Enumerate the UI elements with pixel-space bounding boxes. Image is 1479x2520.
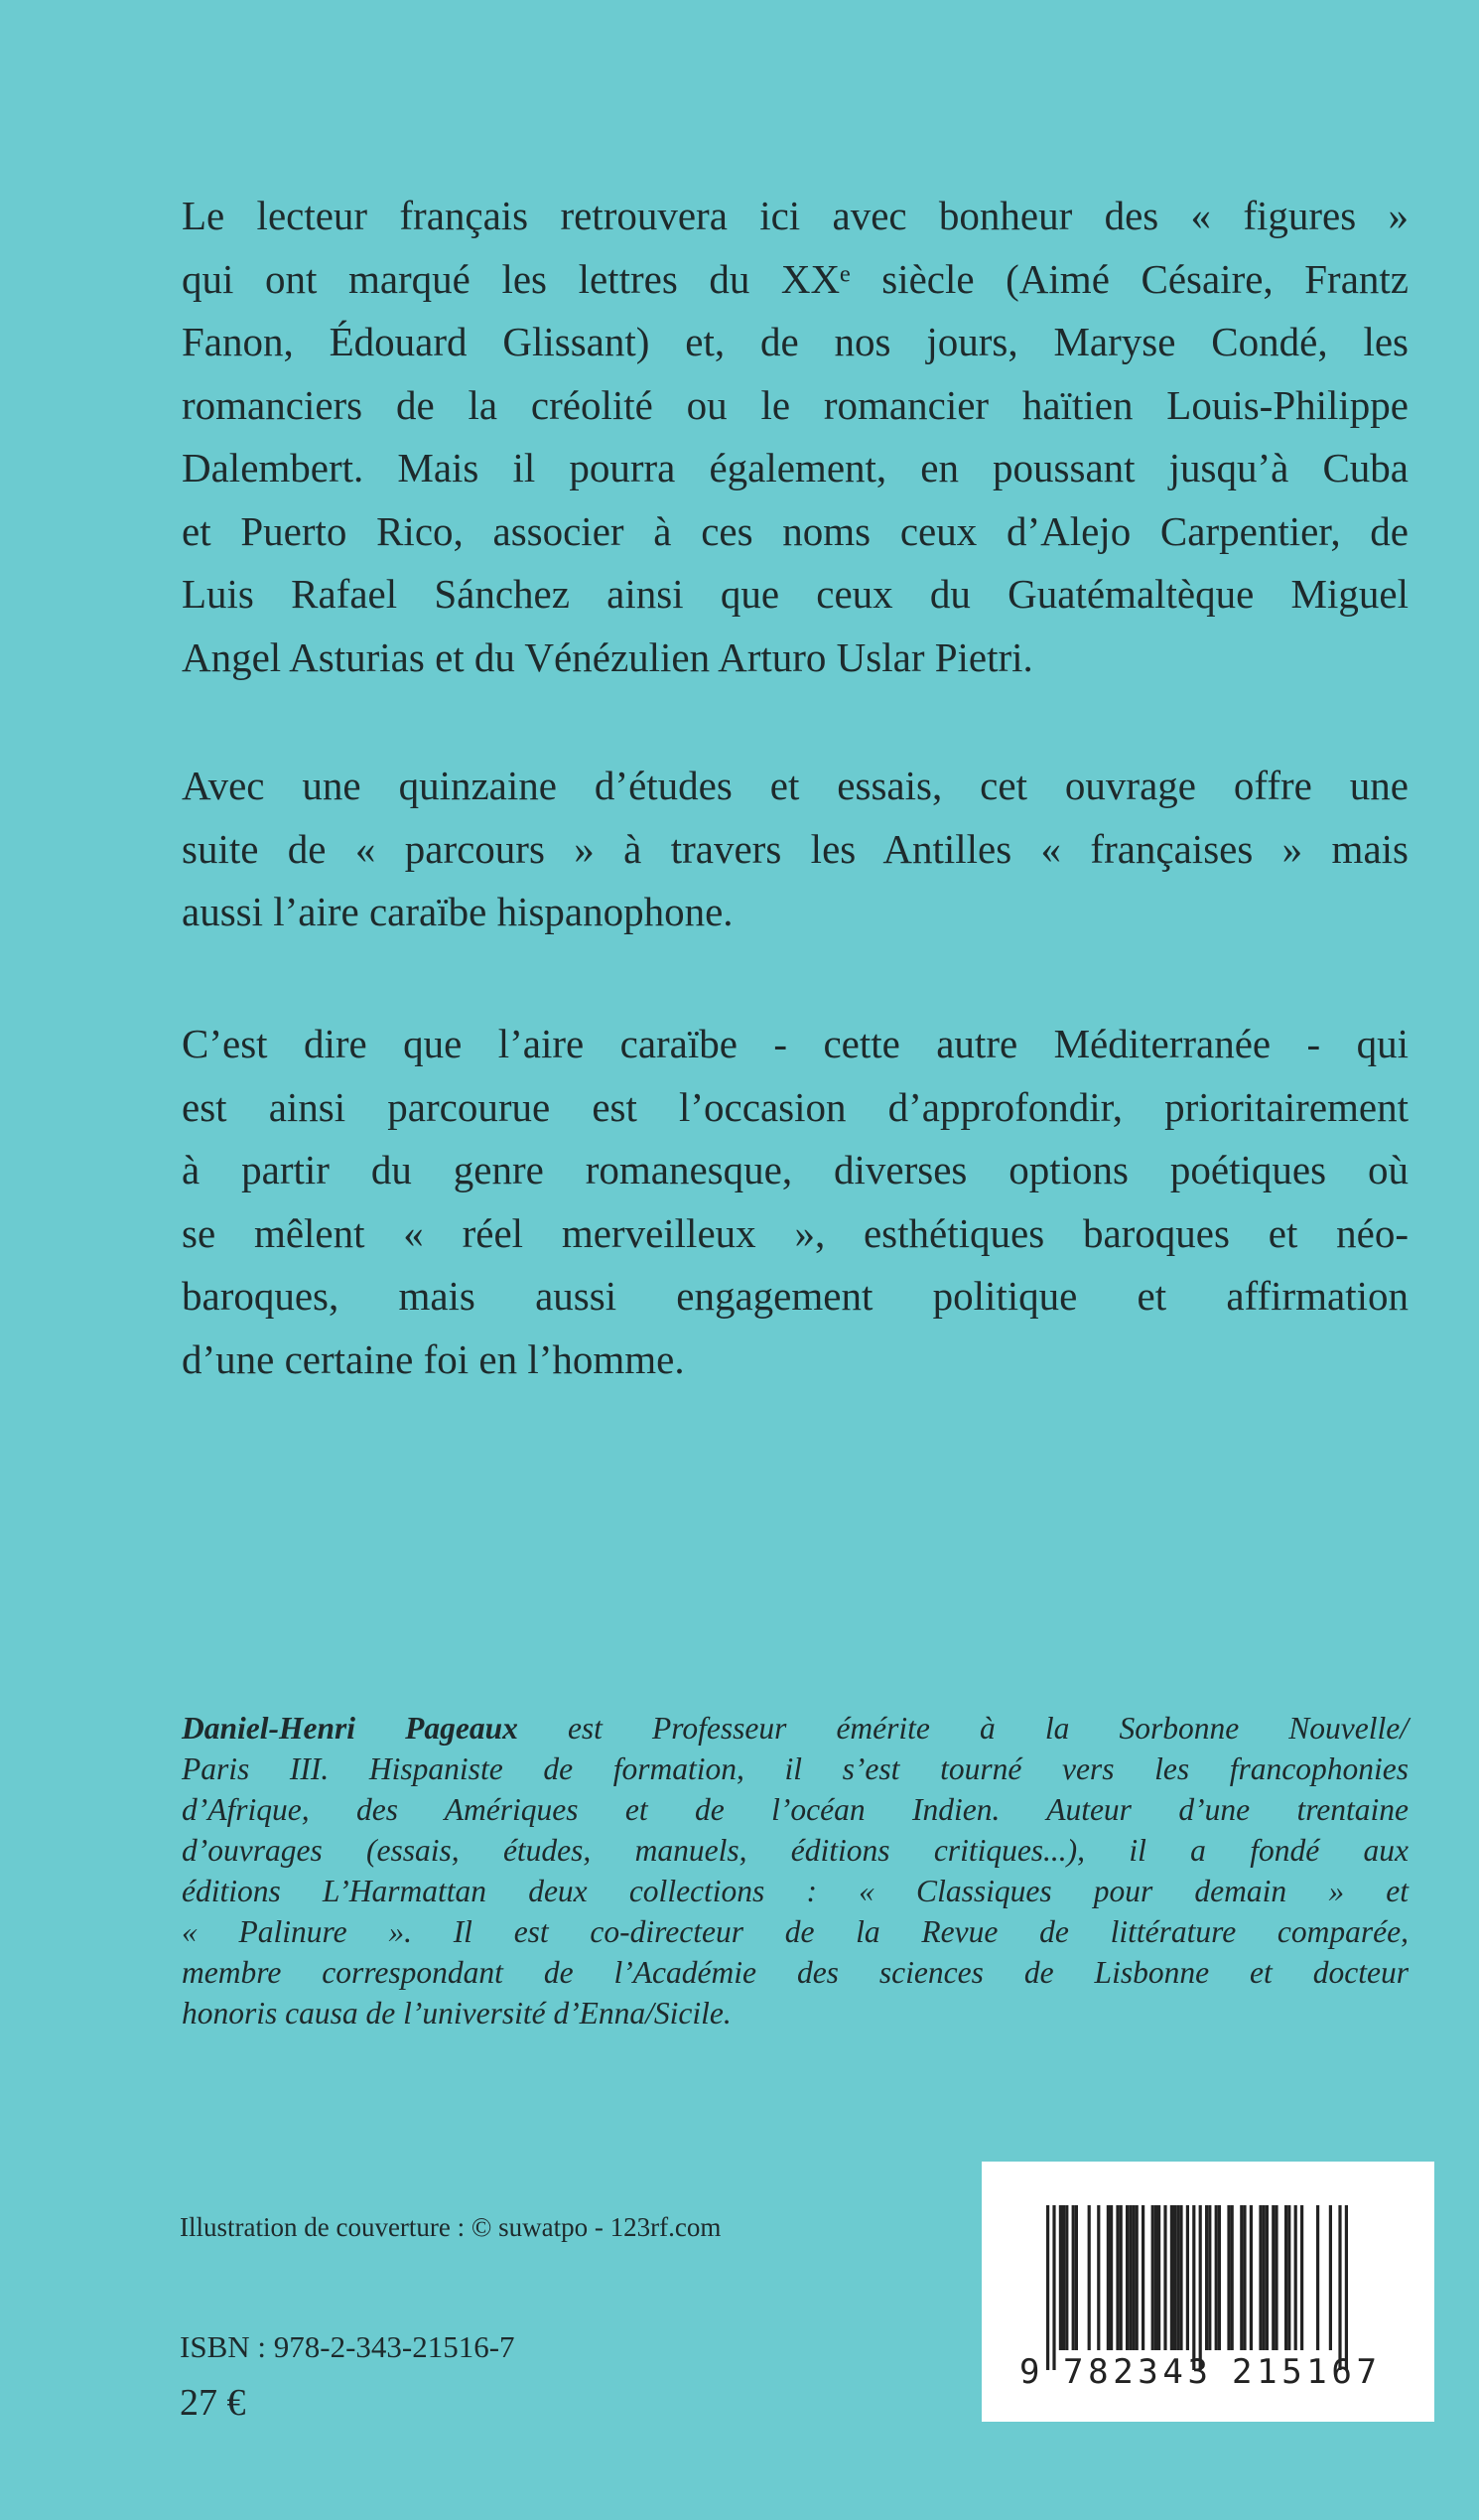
- barcode-bar: [1142, 2205, 1144, 2350]
- barcode-bar: [1163, 2205, 1166, 2350]
- barcode-first-digit: 9: [1019, 2352, 1040, 2392]
- barcode-bar: [1300, 2205, 1303, 2350]
- barcode-left-digits: 782343: [1063, 2352, 1208, 2392]
- barcode-bar: [1215, 2205, 1218, 2350]
- barcode-bar: [1284, 2205, 1287, 2350]
- barcode-bar: [1075, 2205, 1078, 2350]
- barcode-bar: [1136, 2205, 1139, 2350]
- paragraph-overview: [182, 755, 1409, 944]
- barcode-bar: [1329, 2205, 1332, 2350]
- barcode-bar: [1170, 2205, 1173, 2350]
- barcode-bar: [1205, 2205, 1208, 2350]
- barcode: [982, 2162, 1434, 2422]
- barcode-bar: [1151, 2205, 1154, 2350]
- barcode-bar: [1266, 2205, 1269, 2350]
- barcode-bar: [1263, 2205, 1266, 2350]
- barcode-bar: [1126, 2205, 1129, 2350]
- barcode-bar: [1110, 2205, 1113, 2350]
- barcode-bar: [1116, 2205, 1119, 2350]
- barcode-graphic: [982, 2162, 1434, 2422]
- paragraph-line: suite de « parcours » à travers les Antilles « françaises » mais: [182, 825, 1409, 872]
- barcode-bar: [1227, 2205, 1230, 2350]
- paragraph-line: Angel Asturias et du Vénézulien Arturo Uslar Pietri.: [182, 633, 1033, 680]
- barcode-bar: [1275, 2205, 1277, 2350]
- paragraph-line: Le lecteur français retrouvera ici avec bonheur des « figures »: [182, 193, 1409, 238]
- barcode-bar: [1088, 2205, 1091, 2350]
- bio-line: d’Afrique, des Amériques et de l’océan Indien. Auteur d’une trentaine: [182, 1792, 1409, 1827]
- bio-line: d’ouvrages (essais, études, manuels, éditions critiques...), il a fondé aux: [182, 1833, 1409, 1868]
- barcode-right-digits: 215167: [1232, 2352, 1377, 2392]
- barcode-bar: [1208, 2205, 1211, 2350]
- paragraph-line: se mêlent « réel merveilleux », esthétiques baroques et néo-: [182, 1209, 1409, 1256]
- paragraph-line: d’une certaine foi en l’homme.: [182, 1335, 685, 1382]
- paragraph-line: baroques, mais aussi engagement politique et affirmation: [182, 1273, 1409, 1319]
- paragraph-line: C’est dire que l’aire caraïbe - cette autre Méditerranée - qui: [182, 1021, 1409, 1066]
- barcode-bar: [1338, 2205, 1341, 2370]
- barcode-bar: [1120, 2205, 1123, 2350]
- barcode-bar: [1059, 2205, 1062, 2350]
- barcode-bar: [1231, 2205, 1234, 2350]
- barcode-bar: [1046, 2205, 1049, 2370]
- paragraph-line: est ainsi parcourue est l’occasion d’approfondir, prioritairement: [182, 1083, 1409, 1130]
- barcode-bar: [1129, 2205, 1132, 2350]
- barcode-bar: [1065, 2205, 1068, 2350]
- price: 27 €: [180, 2382, 246, 2424]
- barcode-bar: [1345, 2205, 1348, 2370]
- bio-line: [182, 1708, 1409, 1749]
- barcode-bar: [1259, 2205, 1262, 2350]
- barcode-bar: [1097, 2205, 1100, 2350]
- paragraph-line: qui ont marqué les lettres du XXᵉ siècle (Aimé Césaire, Frantz: [182, 255, 1409, 302]
- bio-line: éditions L’Harmattan deux collections : « Classiques pour demain » et: [182, 1874, 1409, 1908]
- barcode-bar: [1243, 2205, 1246, 2350]
- paragraph-line: à partir du genre romanesque, diverses options poétiques où: [182, 1147, 1409, 1192]
- barcode-bar: [1107, 2205, 1110, 2350]
- paragraph-line: et Puerto Rico, associer à ces noms ceux d’Alejo Carpentier, de: [182, 507, 1409, 554]
- barcode-bar: [1250, 2205, 1253, 2350]
- paragraph-line: Fanon, Édouard Glissant) et, de nos jours, Maryse Condé, les: [182, 319, 1409, 364]
- barcode-bar: [1316, 2205, 1319, 2350]
- author-name: Daniel-Henri Pageaux: [182, 1711, 518, 1746]
- isbn: ISBN : 978-2-343-21516-7: [180, 2329, 515, 2364]
- barcode-bar: [1179, 2205, 1182, 2350]
- barcode-bar: [1132, 2205, 1135, 2350]
- paragraph-intro: [182, 185, 1409, 689]
- author-bio: [182, 1708, 1409, 2033]
- barcode-bar: [1157, 2205, 1160, 2350]
- paragraph-line: Luis Rafael Sánchez ainsi que ceux du Guatémaltèque Miguel: [182, 571, 1409, 617]
- bio-line: « Palinure ». Il est co-directeur de la Revue de littérature comparée,: [182, 1914, 1409, 1949]
- bio-line: membre correspondant de l’Académie des sciences de Lisbonne et docteur: [182, 1955, 1409, 1990]
- barcode-bar: [1272, 2205, 1275, 2350]
- barcode-bar: [1192, 2205, 1195, 2370]
- barcode-bar: [1218, 2205, 1221, 2350]
- barcode-bar: [1240, 2205, 1243, 2350]
- barcode-bar: [1186, 2205, 1189, 2350]
- barcode-bar: [1173, 2205, 1176, 2350]
- bio-line: Paris III. Hispaniste de formation, il s’est tourné vers les francophonies: [182, 1751, 1409, 1786]
- paragraph-themes: [182, 1013, 1409, 1391]
- barcode-bar: [1052, 2205, 1055, 2370]
- paragraph-line: romanciers de la créolité ou le romancier haïtien Louis-Philippe: [182, 381, 1409, 428]
- barcode-bar: [1072, 2205, 1075, 2350]
- paragraph-line: Avec une quinzaine d’études et essais, cet ouvrage offre une: [182, 763, 1409, 808]
- bio-line: honoris causa de l’université d’Enna/Sicile.: [182, 1996, 732, 2030]
- illustration-credit: Illustration de couverture : © suwatpo - 123rf.com: [180, 2212, 722, 2242]
- barcode-bar: [1287, 2205, 1290, 2350]
- bio-text: est Professeur émérite à la Sorbonne Nouvelle/: [517, 1711, 1409, 1746]
- barcode-bar: [1294, 2205, 1297, 2350]
- barcode-bar: [1062, 2205, 1065, 2350]
- paragraph-line: Dalembert. Mais il pourra également, en poussant jusqu’à Cuba: [182, 445, 1409, 490]
- paragraph-line: aussi l’aire caraïbe hispanophone.: [182, 889, 734, 934]
- barcode-bar: [1176, 2205, 1179, 2350]
- barcode-bar: [1154, 2205, 1157, 2350]
- barcode-bar: [1199, 2205, 1202, 2370]
